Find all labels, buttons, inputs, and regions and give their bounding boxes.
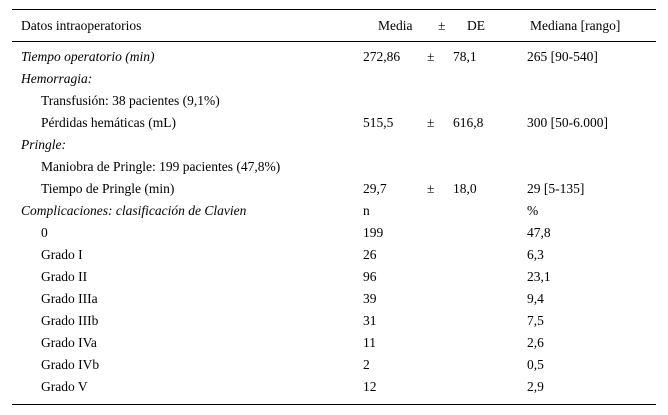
row-de: 78,1: [453, 49, 477, 64]
table-row: [12, 310, 656, 332]
table-bottom-rule: [12, 404, 656, 405]
table-row: [12, 244, 656, 266]
row-label: Grado V: [41, 379, 88, 394]
row-mediana: 29 [5-135]: [527, 181, 585, 196]
row-n: n: [363, 203, 370, 218]
row-n: 26: [363, 247, 377, 262]
table-row: [12, 332, 656, 354]
table-header: [12, 10, 656, 41]
row-label: Transfusión: 38 pacientes (9,1%): [41, 93, 220, 108]
row-label: Tiempo operatorio (min): [21, 49, 155, 64]
row-plus-minus: ±: [427, 181, 435, 196]
row-label: Maniobra de Pringle: 199 pacientes (47,8%): [41, 159, 281, 174]
row-de: 616,8: [453, 115, 484, 130]
row-label: Grado II: [41, 269, 88, 284]
row-n: 199: [363, 225, 384, 240]
row-label: Grado IVa: [41, 335, 97, 350]
row-mediana: 265 [90-540]: [527, 49, 598, 64]
row-n: 31: [363, 313, 377, 328]
row-label: Grado IIIa: [41, 291, 98, 306]
row-label: Pérdidas hemáticas (mL): [41, 115, 176, 130]
row-media: 29,7: [363, 181, 387, 196]
row-pct: 0,5: [527, 357, 544, 372]
table-row: [12, 68, 656, 90]
table-row: [12, 134, 656, 156]
table-row: [12, 112, 656, 134]
row-section-label: Hemorragia:: [21, 71, 93, 86]
row-pct: 6,3: [527, 247, 544, 262]
table-row: [12, 46, 656, 68]
row-mediana: 300 [50-6.000]: [527, 115, 608, 130]
row-n: 11: [363, 335, 376, 350]
row-pct: 9,4: [527, 291, 544, 306]
row-n: 96: [363, 269, 377, 284]
row-label: Tiempo de Pringle (min): [41, 181, 175, 196]
row-pct: %: [527, 203, 539, 218]
row-plus-minus: ±: [427, 49, 435, 64]
row-label: Grado IVb: [41, 357, 100, 372]
row-pct: 2,9: [527, 379, 544, 394]
row-pct: 7,5: [527, 313, 544, 328]
row-media: 272,86: [363, 49, 401, 64]
table-row: [12, 200, 656, 222]
row-label: Grado IIIb: [41, 313, 99, 328]
table-row: [12, 288, 656, 310]
row-pct: 47,8: [527, 225, 551, 240]
header-plus-minus: ±: [438, 17, 446, 33]
header-de: DE: [467, 17, 485, 33]
row-section-label: Pringle:: [21, 137, 66, 152]
table-row: [12, 376, 656, 398]
table-row: [12, 156, 656, 178]
row-n: 39: [363, 291, 377, 306]
row-n: 12: [363, 379, 377, 394]
row-media: 515,5: [363, 115, 394, 130]
header-mediana: Mediana [rango]: [530, 17, 621, 33]
table-row: [12, 178, 656, 200]
header-label: Datos intraoperatorios: [21, 17, 142, 33]
table-row: [12, 222, 656, 244]
row-n: 2: [363, 357, 370, 372]
row-plus-minus: ±: [427, 115, 435, 130]
row-label: Grado I: [41, 247, 83, 262]
header-media: Media: [378, 17, 413, 33]
row-section-label: Complicaciones: clasificación de Clavien: [21, 203, 247, 218]
row-pct: 2,6: [527, 335, 544, 350]
intraoperative-data-table: [12, 9, 656, 405]
row-label: 0: [41, 225, 48, 240]
row-pct: 23,1: [527, 269, 551, 284]
table-row: [12, 266, 656, 288]
row-de: 18,0: [453, 181, 477, 196]
table-row: [12, 90, 656, 112]
table-row: [12, 354, 656, 376]
